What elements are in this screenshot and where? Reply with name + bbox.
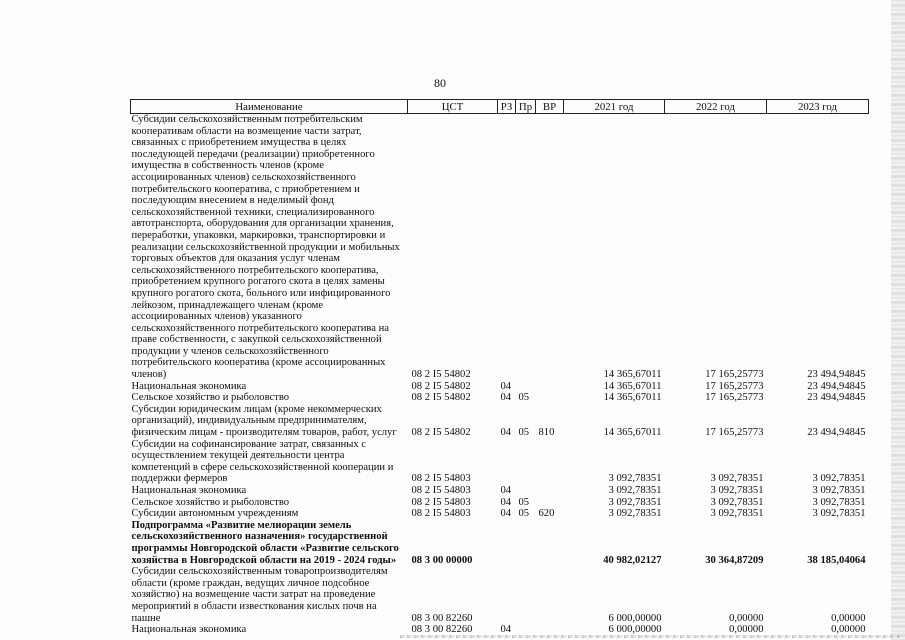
row-rz xyxy=(498,114,516,381)
row-amount-2021: 3 092,78351 xyxy=(608,473,662,485)
header-pr: Пр xyxy=(516,100,536,114)
row-amount-2023: 3 092,78351 xyxy=(812,485,866,496)
row-name: Субсидии на софинансирование затрат, связанных с осуществлением текущей деятельности центра компетенций в сфере сельскохозяйственной кооперации и поддержки фермеров xyxy=(131,438,394,485)
row-rz: 04 xyxy=(500,380,512,392)
row-pr xyxy=(516,566,536,624)
table-row xyxy=(131,404,869,439)
row-amount-2023: 23 494,94845 xyxy=(807,427,866,439)
row-pr: 05 xyxy=(518,392,530,404)
table-row xyxy=(131,624,869,636)
row-pr xyxy=(516,520,536,566)
header-2021: 2021 год xyxy=(564,100,665,114)
row-rz xyxy=(498,439,516,485)
row-amount-2023: 3 092,78351 xyxy=(812,496,866,508)
row-name: Субсидии юридическим лицам (кроме некоммерческих организаций), индивидуальным предпринимателям, физическим лицам - производителям товаров, работ, услуг xyxy=(131,403,397,439)
row-amount-2021: 3 092,78351 xyxy=(608,485,662,496)
row-amount-2022: 17 165,25773 xyxy=(705,369,764,381)
table-row xyxy=(131,114,869,381)
row-amount-2021: 40 982,02127 xyxy=(603,554,662,566)
row-cst: 08 2 I5 54803 xyxy=(411,485,471,496)
row-name: Субсидии сельскохозяйственным товаропроизводителям области (кроме граждан, ведущих личное подсобное хозяйство) на возмещение части затрат на проведение мероприятий в области известкования кислых почв на пашне xyxy=(131,566,388,624)
header-2022: 2022 год xyxy=(665,100,767,114)
row-amount-2022: 0,00000 xyxy=(729,624,764,636)
row-amount-2023: 3 092,78351 xyxy=(812,473,866,485)
row-amount-2021: 3 092,78351 xyxy=(608,508,662,520)
row-amount-2021: 6 000,00000 xyxy=(608,612,662,624)
row-cst: 08 2 I5 54802 xyxy=(411,380,471,392)
table-row xyxy=(131,520,869,566)
scan-edge-artifact xyxy=(891,0,905,640)
row-amount-2022: 0,00000 xyxy=(729,612,764,624)
row-name: Субсидии автономным учреждениям xyxy=(131,508,299,520)
row-vr xyxy=(536,520,564,566)
row-vr xyxy=(536,497,564,509)
row-amount-2023: 23 494,94845 xyxy=(807,380,866,392)
page-number: 80 xyxy=(434,76,446,90)
row-rz xyxy=(498,566,516,624)
header-name: Наименование xyxy=(131,100,408,114)
row-amount-2023: 0,00000 xyxy=(831,612,866,624)
row-amount-2021: 14 365,67011 xyxy=(603,392,662,404)
row-amount-2023: 38 185,04064 xyxy=(807,554,866,566)
row-vr xyxy=(536,485,564,497)
row-name: Национальная экономика xyxy=(131,380,247,392)
row-rz xyxy=(498,520,516,566)
row-vr: 810 xyxy=(538,427,555,439)
table-row xyxy=(131,439,869,485)
budget-table xyxy=(130,99,869,636)
row-pr xyxy=(516,624,536,636)
row-amount-2021: 14 365,67011 xyxy=(603,427,662,439)
row-name: Сельское хозяйство и рыболовство xyxy=(131,496,290,508)
row-pr xyxy=(516,485,536,497)
row-amount-2023: 0,00000 xyxy=(831,624,866,636)
row-rz: 04 xyxy=(500,624,512,636)
row-vr xyxy=(536,566,564,624)
row-name: Субсидии сельскохозяйственным потребительским кооперативам области на возмещение части затрат, связанных с приобретением имущества в целях последующей передачи (реализации) приобретенного имущества в собственность членов (кроме ассоциированных членов) сельскохозяйственного потребительского кооператива, с приобретением и последующим внесением в неделимый фонд сельскохозяйственной техники, специализированного автотранспорта, оборудования для организации хранения, переработки, упаковки, маркировки, транспортировки и реализации сельскохозяйственной продукции и мобильных торговых объектов для оказания услуг членам сельскохозяйственного потребительского кооператива, приобретением крупного рогатого скота в целях замены крупного рогатого скота, больного или инфицированного лейкозом, принадлежащего членам (кроме ассоциированных членов) указанного сельскохозяйственного потребительского кооператива на праве собственности, с закупкой сельскохозяйственной продукции у членов сельскохозяйственного потребительского кооператива (кроме ассоциированных членов) xyxy=(131,114,400,381)
row-amount-2021: 14 365,67011 xyxy=(603,369,662,381)
row-rz: 04 xyxy=(500,496,512,508)
row-amount-2021: 6 000,00000 xyxy=(608,624,662,636)
row-pr xyxy=(516,114,536,381)
row-rz: 04 xyxy=(500,508,512,520)
table-row xyxy=(131,392,869,404)
row-amount-2023: 23 494,94845 xyxy=(807,392,866,404)
row-name: Национальная экономика xyxy=(131,485,247,496)
row-amount-2022: 17 165,25773 xyxy=(705,392,764,404)
row-cst: 08 2 I5 54803 xyxy=(411,496,471,508)
row-amount-2023: 3 092,78351 xyxy=(812,508,866,520)
row-vr xyxy=(536,392,564,404)
table-row xyxy=(131,566,869,624)
table-row xyxy=(131,485,869,497)
table-header-row xyxy=(131,100,869,114)
header-cst: ЦСТ xyxy=(408,100,498,114)
row-pr xyxy=(516,439,536,485)
row-amount-2022: 3 092,78351 xyxy=(710,508,764,520)
row-rz: 04 xyxy=(500,485,512,496)
header-2023: 2023 год xyxy=(767,100,869,114)
row-cst: 08 3 00 82260 xyxy=(411,612,473,624)
row-amount-2022: 17 165,25773 xyxy=(705,380,764,392)
row-cst: 08 2 I5 54802 xyxy=(411,392,471,404)
row-cst: 08 3 00 82260 xyxy=(411,624,473,636)
row-rz: 04 xyxy=(500,392,512,404)
row-amount-2022: 17 165,25773 xyxy=(705,427,764,439)
row-amount-2022: 3 092,78351 xyxy=(710,473,764,485)
row-amount-2022: 30 364,87209 xyxy=(705,554,764,566)
table-body xyxy=(131,114,869,636)
header-rz: РЗ xyxy=(498,100,516,114)
row-rz: 04 xyxy=(500,427,512,439)
row-pr: 05 xyxy=(518,496,530,508)
row-cst: 08 3 00 00000 xyxy=(411,554,473,566)
row-name: Подпрограмма «Развитие мелиорации земель сельскохозяйственного назначения» государственной программы Новгородской области «Развитие сельского хозяйства в Новгородской области на 2019 - 2024 годы» xyxy=(131,519,399,566)
table-row xyxy=(131,508,869,520)
row-cst: 08 2 I5 54803 xyxy=(411,473,471,485)
row-pr xyxy=(516,381,536,393)
row-cst: 08 2 I5 54802 xyxy=(411,427,471,439)
header-vr: ВР xyxy=(536,100,564,114)
row-amount-2022: 3 092,78351 xyxy=(710,496,764,508)
row-vr xyxy=(536,381,564,393)
row-cst: 08 2 I5 54802 xyxy=(411,369,471,381)
row-name: Сельское хозяйство и рыболовство xyxy=(131,392,290,404)
row-name: Национальная экономика xyxy=(131,624,247,636)
row-amount-2022: 3 092,78351 xyxy=(710,485,764,496)
table-row xyxy=(131,497,869,509)
row-amount-2021: 3 092,78351 xyxy=(608,496,662,508)
row-vr xyxy=(536,114,564,381)
row-cst: 08 2 I5 54803 xyxy=(411,508,471,520)
row-vr xyxy=(536,624,564,636)
row-vr xyxy=(536,439,564,485)
row-vr: 620 xyxy=(538,508,555,520)
row-amount-2023: 23 494,94845 xyxy=(807,369,866,381)
table-row xyxy=(131,381,869,393)
row-pr: 05 xyxy=(518,508,530,520)
row-amount-2021: 14 365,67011 xyxy=(603,380,662,392)
row-pr: 05 xyxy=(518,427,530,439)
